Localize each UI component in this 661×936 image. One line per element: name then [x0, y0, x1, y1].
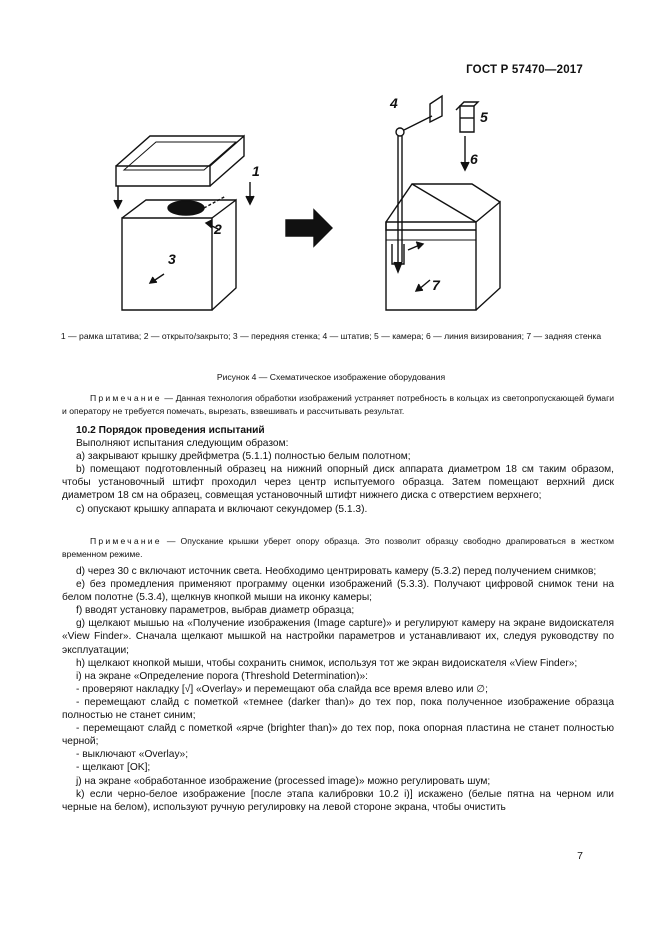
frame-shape: [116, 166, 210, 186]
document-id: ГОСТ Р 57470—2017: [466, 64, 583, 76]
step-i: i) на экране «Определение порога (Threshold Determination)»:: [76, 670, 368, 682]
label-6: 6: [470, 151, 478, 167]
label-4: 4: [390, 95, 398, 111]
step-a: a) закрывают крышку дрейфметра (5.1.1) полностью белым полотном;: [76, 451, 411, 463]
apparatus-open: [114, 136, 254, 310]
section-heading: 10.2 Порядок проведения испытаний: [76, 425, 265, 436]
step-i-darker: - перемещают слайд с пометкой «темнее (darker than)» до тех пор, пока полученное изображение образца полностью не станет синим;: [62, 696, 614, 722]
step-d: d) через 30 с включают источник света. Необходимо центрировать камеру (5.3.2) перед получением снимков;: [76, 566, 597, 577]
step-i-overlay-off: - выключают «Overlay»;: [76, 749, 189, 761]
step-i-overlay: - проверяют накладку [√] «Overlay» и перемещают оба слайда все время влево или ∅;: [76, 683, 488, 695]
step-g: g) щелкают мышью на «Получение изображения (Image capture)» и регулируют камеру на экране видоискателя «View Finder». Сначала щелкают мышкой на настройки параметров и устанавливают их, следуя руководству по эксплуатации;: [62, 618, 614, 656]
page-number: 7: [577, 850, 583, 862]
note-2: [62, 535, 614, 561]
figure-legend: 1 — рамка штатива; 2 — открыто/закрыто; 3 — передняя стенка; 4 — штатив; 5 — камера; 6 — линия визирования; 7 — задняя стенка: [60, 331, 602, 341]
step-h: h) щелкают кнопкой мыши, чтобы сохранить снимок, используя тот же экран видоискателя «View Finder»;: [76, 657, 578, 669]
note-1-label: Примечание: [90, 393, 162, 403]
label-2: 2: [214, 221, 222, 237]
step-i-ok: - щелкают [OK];: [76, 762, 151, 774]
step-c: c) опускают крышку аппарата и включают секундомер (5.1.3).: [76, 503, 368, 515]
front-wall-shape: [122, 218, 212, 310]
transition-arrow: [286, 210, 332, 246]
camera-shape: [430, 96, 442, 122]
step-i-brighter: - перемещают слайд с пометкой «ярче (brighter than)» до тех пор, пока опорная пластина не станет полностью черной;: [62, 723, 614, 748]
note-1: [62, 392, 614, 418]
note-2-text: — Опускание крышки уберет опору образца. Это позволит образцу свободно драпироваться в жестком временном режиме.: [62, 536, 614, 559]
step-j: j) на экране «обработанное изображение (processed image)» можно регулировать шум;: [76, 775, 491, 787]
step-b: b) помещают подготовленный образец на нижний опорный диск аппарата диаметром 18 см таким образом, чтобы установочный штифт проходил через центр испытуемого образца. Затем помещают верхний диск диаметром 18 см на образец, совмещая установочный штифт нижнего диска с отверстием верхнего;: [62, 464, 614, 502]
label-5: 5: [480, 109, 488, 125]
apparatus-closed: [386, 96, 500, 310]
equipment-figure: [100, 84, 520, 324]
steps-d-k: [62, 565, 614, 814]
figure-caption: Рисунок 4 — Схематическое изображение оборудования: [216, 372, 446, 382]
note-2-label: Примечание: [90, 536, 162, 546]
section-intro: Выполняют испытания следующим образом:: [76, 438, 289, 450]
note-1-text: — Данная технология обработки изображений устраняет потребность в кольцах из светопропускающей бумаги и оператору не требуется помечать, вырезать, взвешивать и рассчитывать результат.: [62, 393, 614, 416]
step-f: f) вводят установку параметров, выбрав диаметр образца;: [76, 605, 355, 617]
label-3: 3: [168, 251, 176, 267]
label-1: 1: [252, 163, 260, 179]
step-k: k) если черно-белое изображение [после этапа калибровки 10.2 i)] искажено (белые пятна на черном или черные на белом), используют ручную регулировку на левой стороне экрана, чтобы очистить: [62, 788, 614, 813]
section-10-2: [62, 424, 614, 516]
label-7: 7: [432, 277, 440, 293]
step-e: e) без промедления применяют программу оценки изображений (5.3.3). Получают цифровой снимок тени на белом полотне (5.3.4), щелкнув кнопкой мыши на иконку камеры;: [62, 579, 614, 604]
